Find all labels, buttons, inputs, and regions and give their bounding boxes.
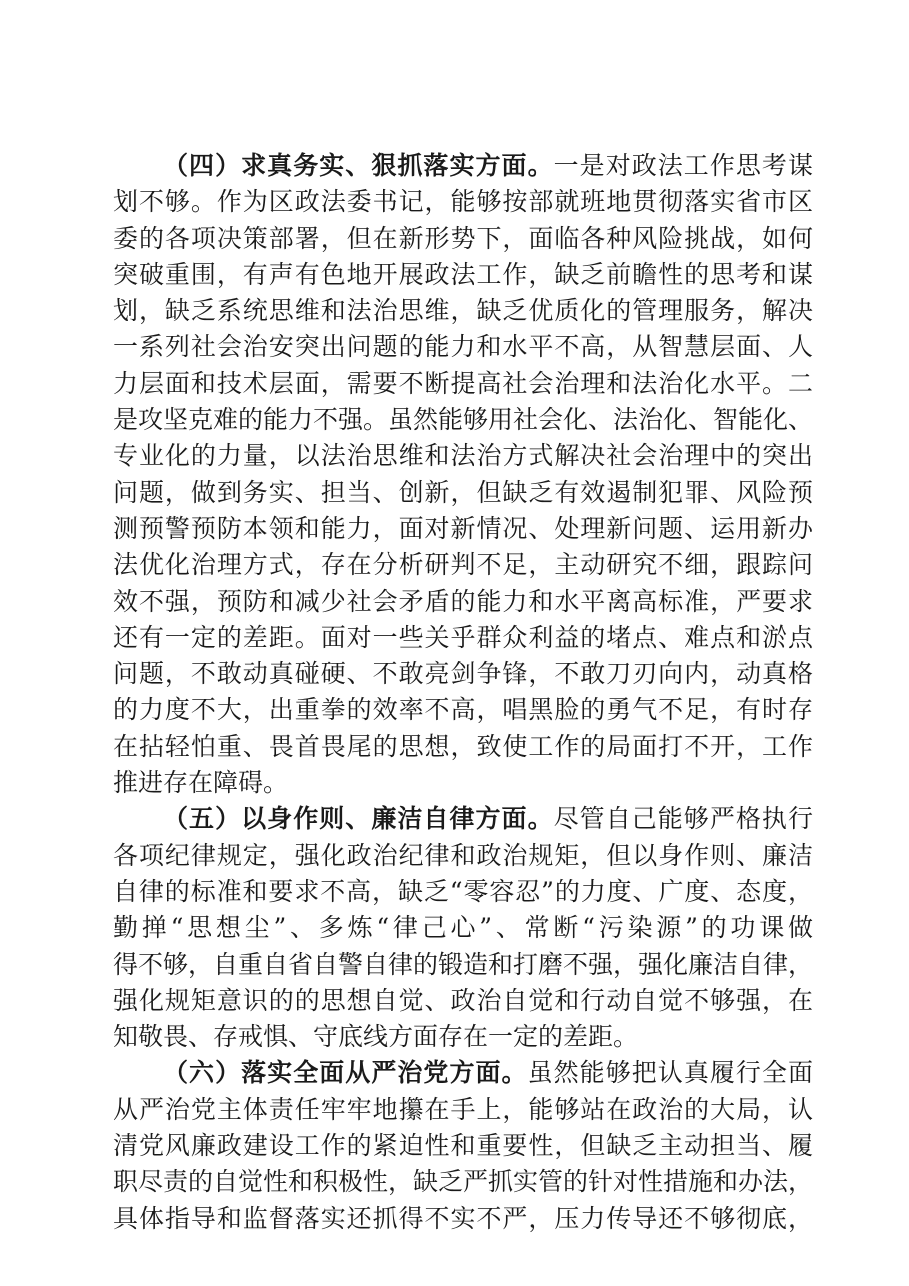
paragraph-6-line: 清党风廉政建设工作的紧迫性和重要性，但缺乏主动担当、履 (113, 1131, 813, 1161)
paragraph-6-line-1 (113, 1055, 813, 1091)
paragraph-4-line: 的力度不大，出重拳的效率不高，唱黑脸的勇气不足，有时存 (113, 695, 813, 725)
paragraph-4-line: 是攻坚克难的能力不强。虽然能够用社会化、法治化、智能化、 (113, 405, 813, 435)
paragraph-4-heading: （四）求真务实、狠抓落实方面。 (163, 151, 554, 180)
paragraph-5-line: 各项纪律规定，强化政治纪律和政治规矩，但以身作则、廉洁 (113, 840, 813, 870)
paragraph-4-line: 还有一定的差距。面对一些关乎群众利益的堵点、难点和淤点 (113, 622, 813, 652)
paragraph-6-text: 虽然能够把认真履行全面 (527, 1058, 813, 1088)
paragraph-5-line: 得不够，自重自省自警自律的锻造和打磨不强，强化廉洁自律， (113, 949, 813, 979)
paragraph-4-line: 问题，做到务实、担当、创新，但缺乏有效遏制犯罪、风险预 (113, 477, 813, 507)
paragraph-5-line: 知敬畏、存戒惧、守底线方面存在一定的差距。 (113, 1022, 639, 1052)
paragraph-5-line: 自律的标准和要求不高，缺乏“零容忍”的力度、广度、态度， (113, 876, 813, 906)
paragraph-4-line: 突破重围，有声有色地开展政法工作，缺乏前瞻性的思考和谋 (113, 259, 813, 289)
paragraph-4-text: 一是对政法工作思考谋 (553, 151, 813, 180)
paragraph-4-line: 法优化治理方式，存在分析研判不足，主动研究不细，跟踪问 (113, 550, 813, 580)
paragraph-4-line: 测预警预防本领和能力，面对新情况、处理新问题、运用新办 (113, 513, 813, 543)
paragraph-5-text: 尽管自己能够严格执行 (553, 804, 813, 834)
paragraph-6-heading: （六）落实全面从严治党方面。 (163, 1058, 528, 1088)
paragraph-5-heading: （五）以身作则、廉洁自律方面。 (163, 804, 554, 834)
paragraph-4-line: 委的各项决策部署，但在新形势下，面临各种风险挑战，如何 (113, 223, 813, 253)
paragraph-4-line: 划不够。作为区政法委书记，能够按部就班地贯彻落实省市区 (113, 187, 813, 217)
paragraph-4-line-1 (113, 148, 813, 184)
paragraph-4-line: 在拈轻怕重、畏首畏尾的思想，致使工作的局面打不开，工作 (113, 731, 813, 761)
paragraph-6-line: 从严治党主体责任牢牢地攥在手上，能够站在政治的大局，认 (113, 1094, 813, 1124)
paragraph-4-line: 推进存在障碍。 (113, 768, 289, 798)
paragraph-6-line: 职尽责的自觉性和积极性，缺乏严抓实管的针对性措施和办法， (113, 1167, 813, 1197)
paragraph-5-line-1 (113, 801, 813, 837)
document-body (113, 148, 813, 1237)
paragraph-6-line: 具体指导和监督落实还抓得不实不严，压力传导还不够彻底， (113, 1203, 813, 1233)
paragraph-4-line: 问题，不敢动真碰硬、不敢亮剑争锋，不敢刀刃向内，动真格 (113, 659, 813, 689)
paragraph-4-line: 效不强，预防和减少社会矛盾的能力和水平离高标准，严要求 (113, 586, 813, 616)
paragraph-4-line: 专业化的力量，以法治思维和法治方式解决社会治理中的突出 (113, 441, 813, 471)
paragraph-4-line: 一系列社会治安突出问题的能力和水平不高，从智慧层面、人 (113, 332, 813, 362)
paragraph-5-line: 勤掸“思想尘”、多炼“律己心”、常断“污染源”的功课做 (113, 913, 813, 943)
paragraph-4-line: 划，缺乏系统思维和法治思维，缺乏优质化的管理服务，解决 (113, 296, 813, 326)
paragraph-5-line: 强化规矩意识的的思想自觉、政治自觉和行动自觉不够强，在 (113, 985, 813, 1015)
paragraph-4-line: 力层面和技术层面，需要不断提高社会治理和法治化水平。二 (113, 368, 813, 398)
